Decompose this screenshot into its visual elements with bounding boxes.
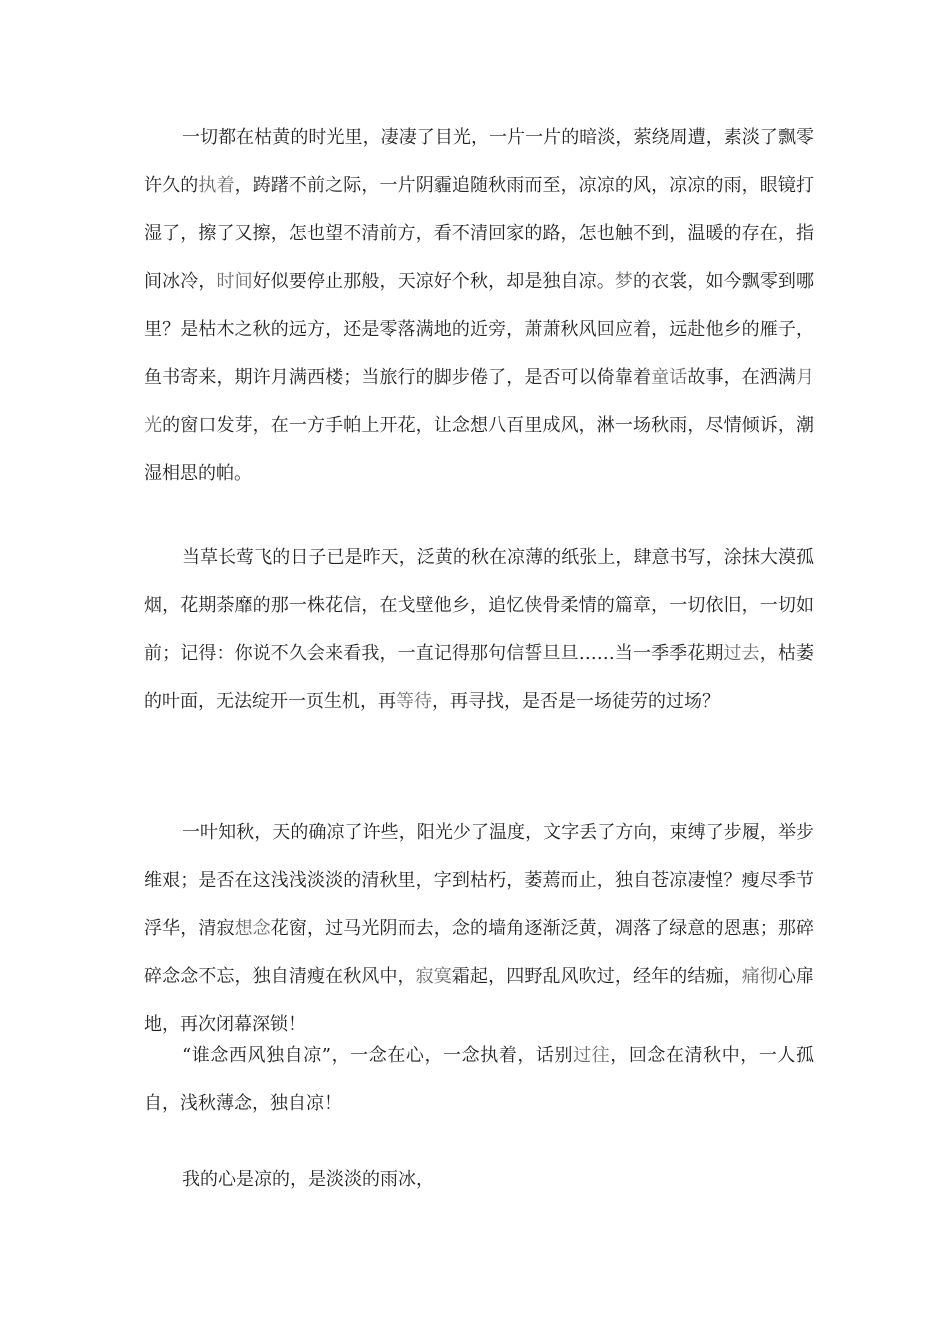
keyword-link: 痛彻 — [741, 966, 778, 987]
keyword-link: 等待 — [396, 691, 432, 712]
keyword-link: 想念 — [234, 918, 271, 939]
paragraph-west-wind — [144, 1032, 814, 1128]
keyword-link: 时间 — [216, 271, 253, 292]
paragraph-cold-heart — [144, 1156, 814, 1204]
paragraph-one-leaf — [144, 809, 814, 1049]
keyword-link: 过往 — [573, 1045, 611, 1066]
text-run: 霜起，四野乱风吹过，经年的结痂， — [451, 966, 742, 987]
text-run: ，再寻找，是否是一场徒劳的过场？ — [432, 691, 720, 712]
text-run: ，踌躇不前之际，一片阴霾追随秋雨而至，凉凉的风，凉凉的雨，眼镜打湿了，擦了又擦，怎也望不清前方，看不清回家的路，怎也触不到，温暖的存在，指间冰冷， — [144, 175, 815, 292]
text-run: 的窗口发芽，在一方手帕上开花，让念想八百里成风，淋一场秋雨，尽情倾诉，潮湿相思的帕。 — [144, 415, 815, 484]
text-run: 故事，在洒满 — [687, 367, 797, 388]
text-run: 一叶知秋，天的确凉了许些，阳光少了温度，文字丢了方向，束缚了步履，举步维艰；是否在这浅浅淡淡的清秋里，字到枯朽，萎蔫而止，独自苍凉凄惶？瘦尽季节浮华，清寂 — [144, 822, 814, 939]
keyword-link: 梦 — [614, 271, 634, 292]
text-run: 花窗，过马光阴而去，念的墙角逐渐泛黄，凋落了绿意的恩惠；那碎碎念念不忘，独自清瘦在秋风中， — [144, 918, 815, 987]
text-run: 我的心是凉的，是淡淡的雨冰， — [182, 1169, 434, 1190]
text-run: 的衣裳，如今飘零到哪里？是枯木之秋的远方，还是零落满地的近旁，萧萧秋风回应着，远赴他乡的雁子，鱼书寄来，期许月满西楼；当旅行的脚步倦了，是否可以倚靠着 — [144, 271, 815, 388]
keyword-link: 寂寞 — [415, 966, 452, 987]
keyword-link: 执着 — [198, 175, 235, 196]
text-run: 一切都在枯黄的时光里，凄凄了目光，一片一片的暗淡，萦绕周遭，素淡了飘零许久的 — [144, 127, 814, 196]
text-run: 心扉地，再次闭幕深锁！ — [144, 966, 815, 1035]
keyword-link: 过去 — [723, 643, 760, 664]
keyword-link: 月光 — [144, 367, 815, 436]
text-run: ，枯萎的叶面，无法绽开一页生机，再 — [144, 643, 815, 712]
paragraph-autumn-alone — [144, 114, 814, 498]
text-run: ，回念在清秋中，一人孤自，浅秋薄念，独自凉！ — [144, 1045, 815, 1114]
keyword-link: 童话 — [651, 367, 688, 388]
text-run: 当草长莺飞的日子已是昨天，泛黄的秋在凉薄的纸张上，肆意书写，涂抹大漠孤烟，花期荼靡的那一株花信，在戈壁他乡，追忆侠骨柔情的篇章，一切依旧，一切如前；记得：你说不久会来看我，一直记得那句信誓旦旦……当一季季花期 — [144, 547, 814, 664]
paragraph-faded-autumn — [144, 534, 814, 726]
text-run: “谁念西风独自凉”，一念在心，一念执着，话别 — [182, 1045, 574, 1066]
text-run: 好似要停止那般，天凉好个秋，却是独自凉。 — [252, 271, 615, 292]
